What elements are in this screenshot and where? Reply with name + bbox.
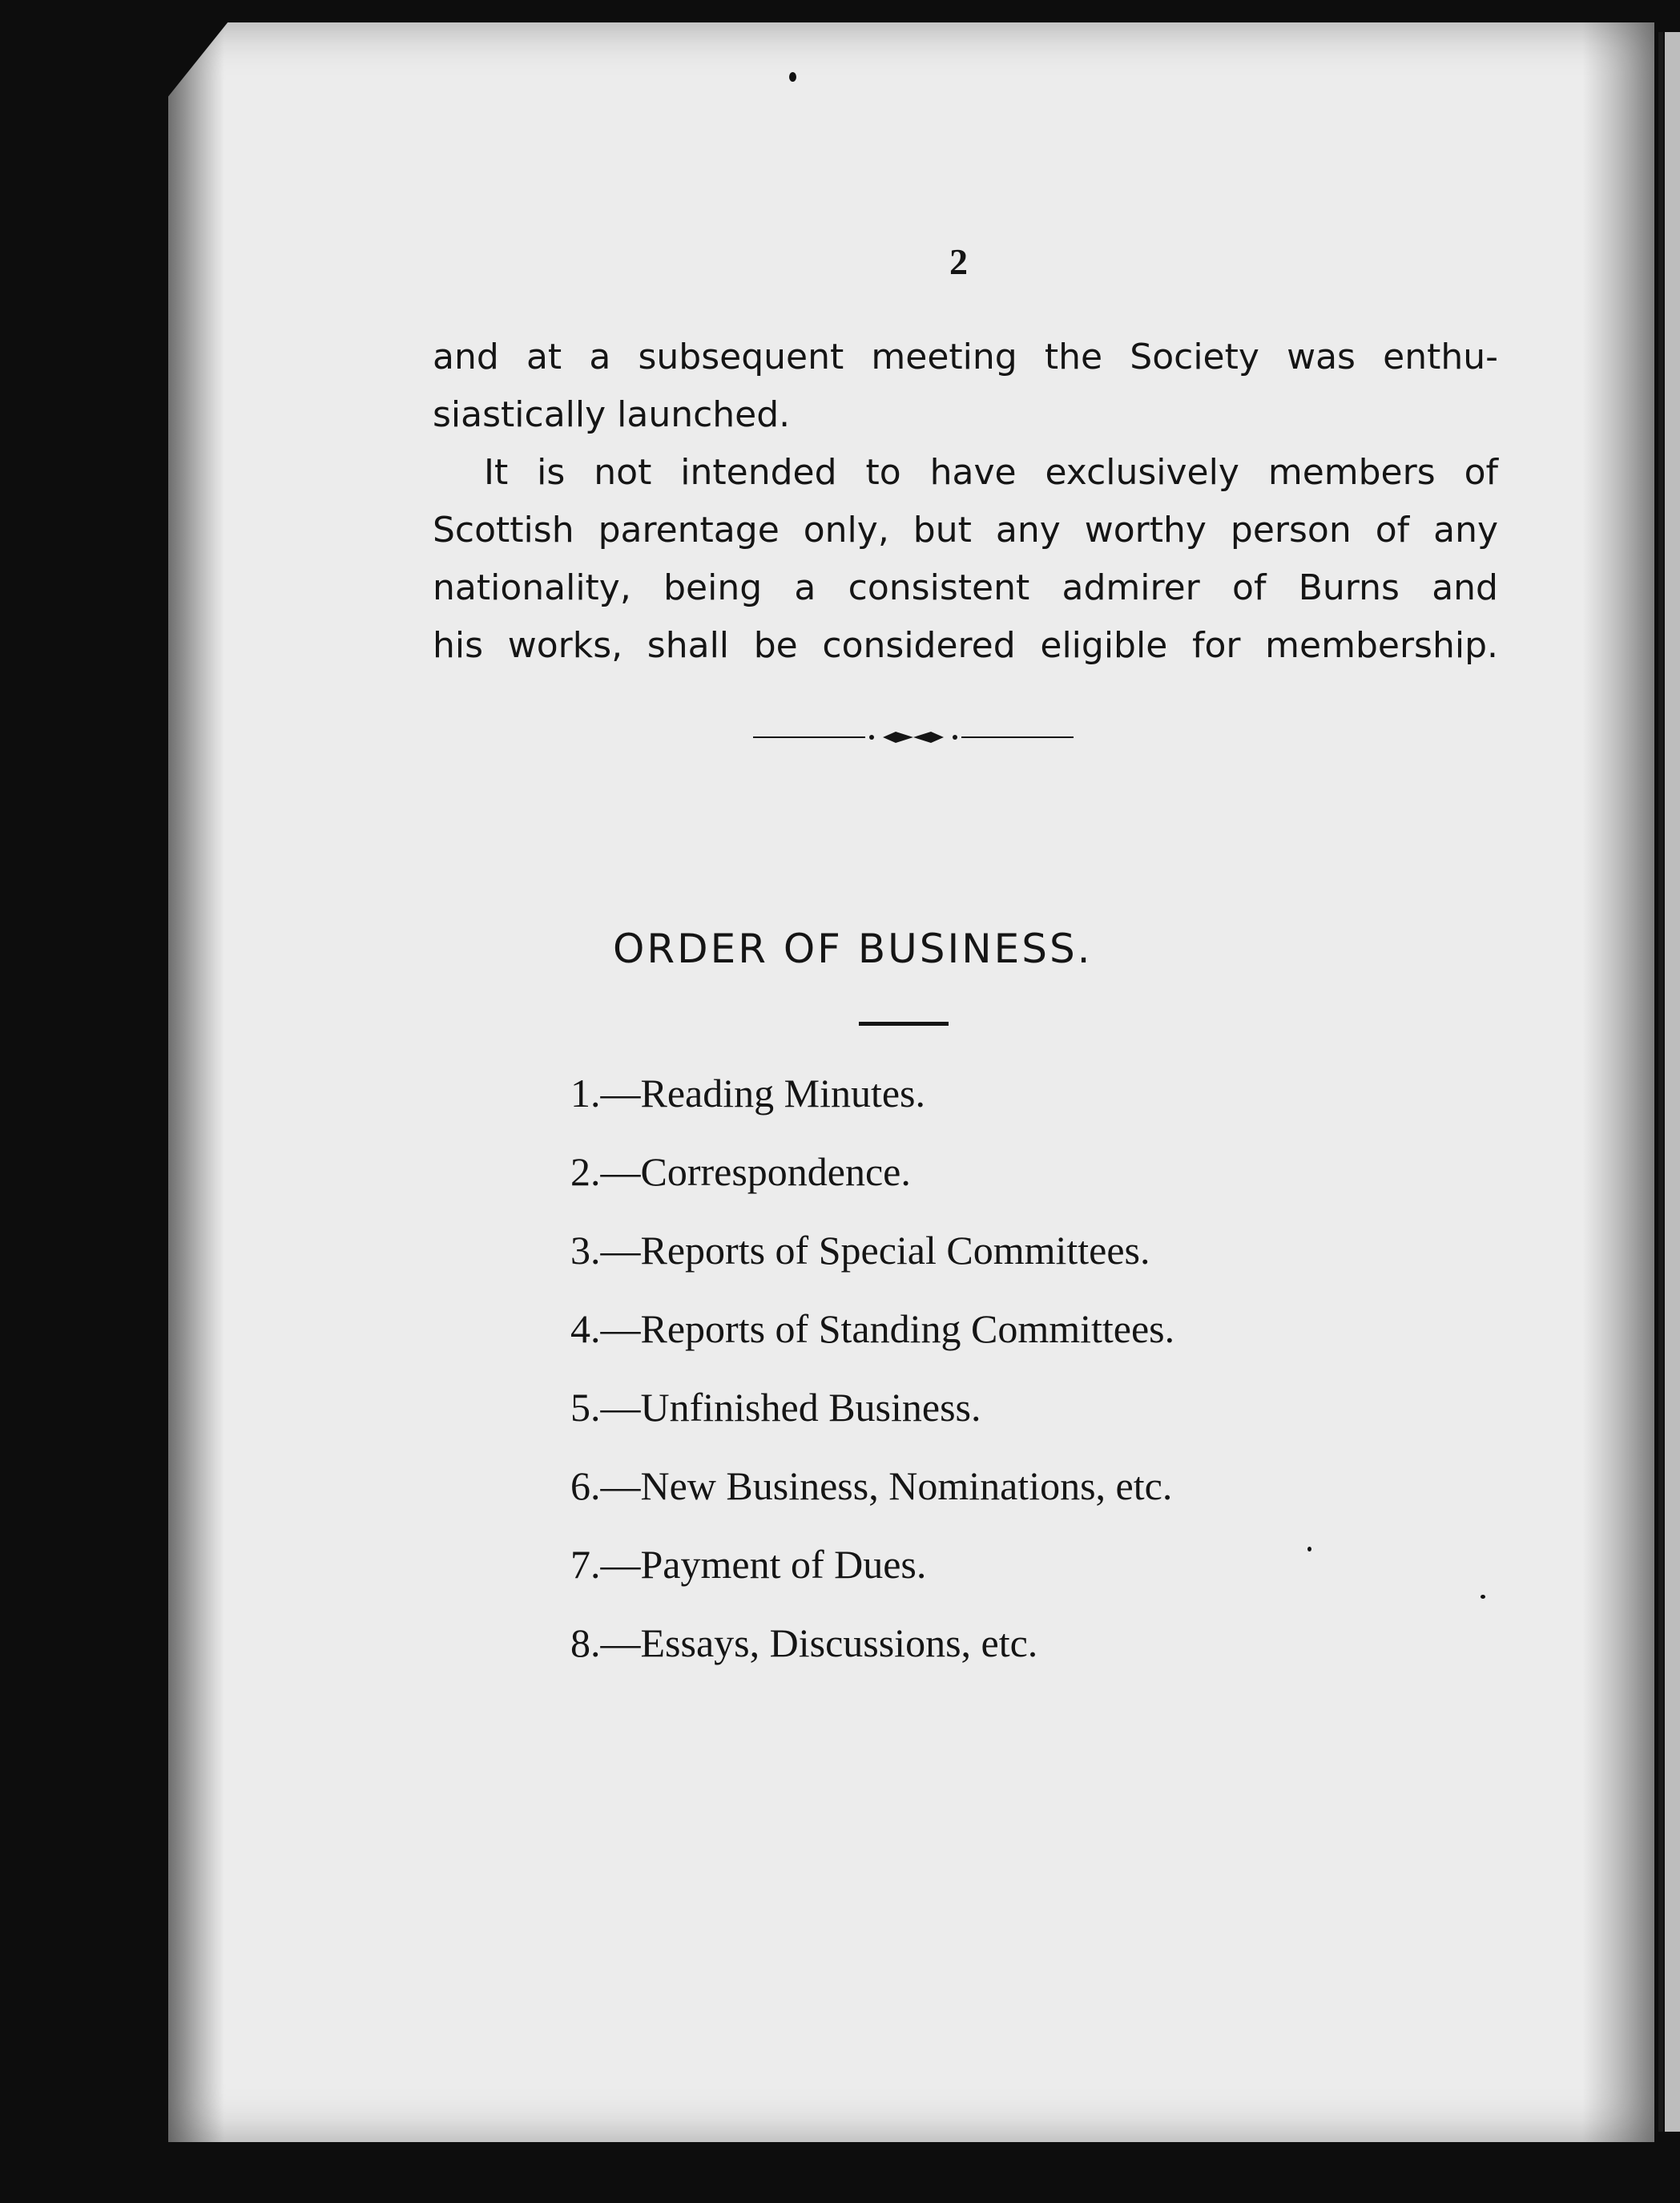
business-item: 8.—Essays, Discussions, etc. bbox=[570, 1620, 1038, 1665]
business-item: 7.—Payment of Dues. bbox=[570, 1542, 927, 1587]
business-item: 3.—Reports of Special Committees. bbox=[570, 1228, 1150, 1273]
paragraph-line-text: It is not intended to have exclusively members of bbox=[484, 452, 1498, 493]
business-item: 4.—Reports of Standing Committees. bbox=[570, 1306, 1175, 1351]
page-number: 2 bbox=[949, 241, 968, 282]
business-item: 2.—Correspondence. bbox=[570, 1149, 911, 1194]
binding-edge bbox=[1658, 32, 1663, 2132]
paragraph-line: and at a subsequent meeting the Society was enthu- bbox=[433, 337, 1498, 377]
paragraph-line: siastically launched. bbox=[433, 394, 791, 435]
paragraph-line: Scottish parentage only, but any worthy person of any bbox=[433, 510, 1498, 551]
paragraph-line bbox=[433, 444, 1498, 502]
business-item: 5.—Unfinished Business. bbox=[570, 1385, 981, 1430]
ornamental-divider bbox=[753, 721, 1074, 753]
business-item: 1.—Reading Minutes. bbox=[570, 1071, 926, 1116]
next-page-edge bbox=[1665, 32, 1680, 2132]
heading-rule bbox=[859, 1022, 949, 1026]
business-item: 6.—New Business, Nominations, etc. bbox=[570, 1463, 1173, 1508]
ink-speck bbox=[1307, 1547, 1311, 1551]
paragraph-line: his works, shall be considered eligible for membership. bbox=[433, 625, 1498, 666]
ink-speck bbox=[789, 72, 796, 82]
ink-speck bbox=[1481, 1595, 1485, 1599]
section-heading: ORDER OF BUSINESS. bbox=[613, 926, 1093, 972]
paragraph-line: nationality, being a consistent admirer of Burns and bbox=[433, 567, 1498, 608]
